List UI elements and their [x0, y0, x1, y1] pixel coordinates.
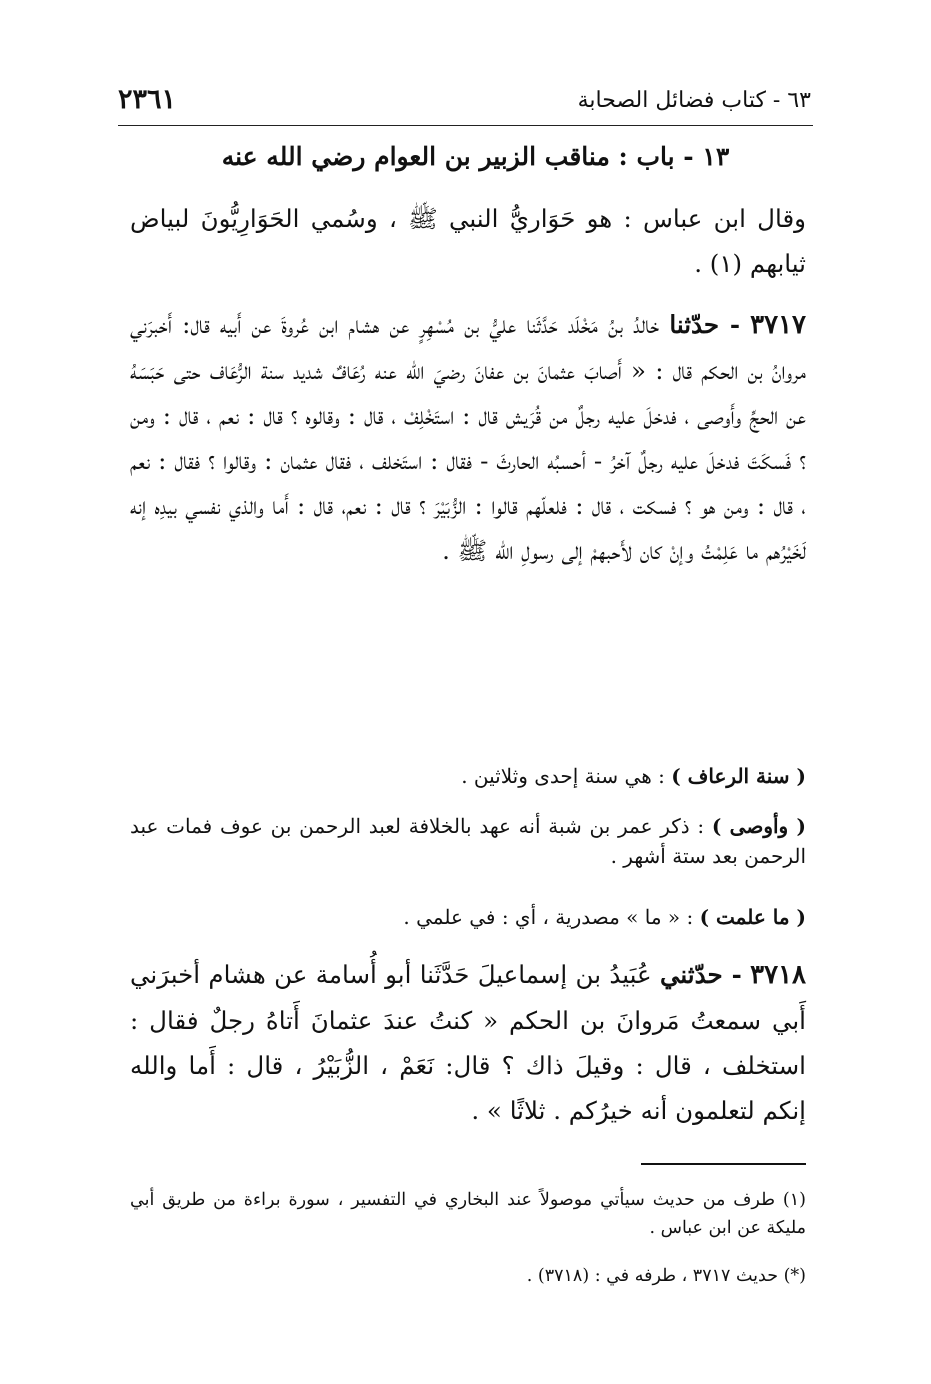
hadith-3718 [130, 952, 806, 1133]
running-title: ٦٣ - كتاب فضائل الصحابة [577, 88, 811, 113]
hadith-number: ٣٧١٧ [750, 310, 806, 340]
note-item [130, 902, 806, 932]
chapter-intro: وقال ابن عباس : هو حَوَاريُّ النبي ﷺ ، وسُمي الحَوَارِيُّونَ لبياض ثيابهم (١) . [130, 204, 806, 278]
page-number: ٢٣٦١ [118, 84, 177, 115]
note-term: ( وأوصى ) [711, 814, 806, 838]
narration-word: - حدّثنا [669, 310, 741, 339]
footnote-divider [641, 1163, 806, 1165]
footnote: (١) طرف من حديث سيأتي موصولاً عند البخاري في التفسير ، سورة براءة من طريق أبي مليكة عن ابن عباس . [130, 1190, 806, 1238]
note-term: ( ما علمت ) [699, 905, 806, 929]
note-text: : « ما » مصدرية ، أي : في علمي . [403, 905, 700, 929]
note-item [130, 761, 806, 791]
footnote: (*) حديث ٣٧١٧ ، طرفه في : (٣٧١٨) . [526, 1266, 806, 1286]
hadith-3717 [130, 302, 806, 573]
note-item [130, 811, 806, 871]
chapter-title: ١٣ - باب : مناقب الزبير بن العوام رضي الله عنه [221, 142, 730, 171]
note-text: : ذكر عمر بن شبة أنه عهد بالخلافة لعبد الرحمن بن عوف فمات عبد الرحمن بعد ستة أشهر . [130, 814, 806, 868]
note-term: ( سنة الرعاف ) [671, 764, 806, 788]
note-text: : هي سنة إحدى وثلاثين . [461, 764, 672, 788]
hadith-text: خالدُ بنُ مَخْلَد حَدَّثَنا عليُّ بن مُسْهِرٍ عن هشام ابن عُروةَ عن أَبيه قال: أَخبرَني مروانُ بن الحكم قال : « أَصابَ عثمانَ بن عفانَ رضيَ الله عنه رُعَافٌ شديد سنة الرُّعَاف حتى حَبَسَهُ عن الحجِّ وأَوصى ، فدخلَ عليه رجلٌ من قُرَيش قال : استَخْلِفْ ، قال : وقالوه ؟ قال : نعم ، قال : ومن ؟ فَسكَتَ فدخلَ عليه رجلٌ آخرُ - أحسبُه الحارثَ - فقال : استَخلف ، فقال عثمان : وقالوا ؟ فقال : نعم ، قال : ومن هو ؟ فسكت ، قال : فلعلّهم قالوا : الزُّبَيْرَ ؟ قال : نعم، قال : أَما والذي نفسي بيدِه إنه لَخَيْرُهم ما عَلِمْتُ وإنْ كان لأَحبهمْ إلى رسولِ الله ﷺ . [130, 310, 806, 565]
hadith-text: عُبَيدُ بن إسماعيلَ حَدَّثَنا أبو أُسامة عن هشام أخبرَني أَبي سمعتُ مَروانَ بن الحكم « كنتُ عندَ عثمانَ أَتاهُ رجلٌ فقال : استخلف ، قال : وقيلَ ذاك ؟ قال: نَعَمْ ، الزُّبَيْرُ ، قال : أَما والله إنكم لتعلمون أنه خيرُكم . ثلاثًا » . [130, 960, 806, 1125]
header-divider [118, 125, 813, 126]
narration-word: - حدّثني [659, 960, 742, 989]
hadith-number: ٣٧١٨ [750, 960, 807, 990]
